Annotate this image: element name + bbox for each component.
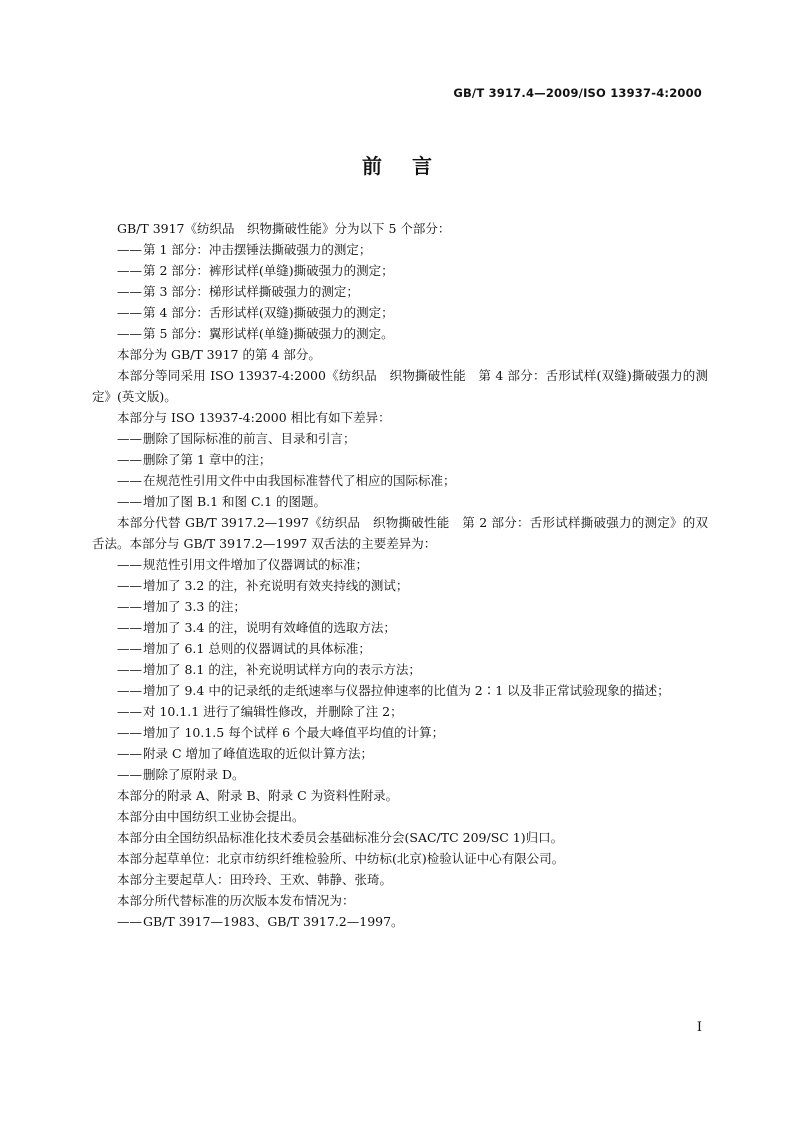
dash-item-text: 增加了 6.1 总则的仪器调试的具体标准； (143, 641, 371, 656)
dash-mark: —— (117, 305, 142, 320)
paragraph: GB/T 3917《纺织品 织物撕破性能》分为以下 5 个部分： (117, 221, 451, 236)
paragraph: 本部分由中国纺织工业协会提出。 (117, 809, 305, 824)
paragraph: 本部分的附录 A、附录 B、附录 C 为资料性附录。 (117, 788, 399, 803)
dash-item-text: 对 10.1.1 进行了编辑性修改，并删除了注 2； (143, 704, 403, 719)
dash-item-text: 第 3 部分：梯形试样撕破强力的测定； (143, 284, 359, 299)
dash-mark: —— (117, 767, 142, 782)
dash-mark: —— (117, 494, 142, 509)
paragraph: 本部分主要起草人：田玲玲、王欢、韩静、张琦。 (117, 872, 393, 887)
dash-mark: —— (117, 326, 142, 341)
dash-mark: —— (117, 620, 142, 635)
dash-item-text: 规范性引用文件增加了仪器调试的标准； (143, 557, 369, 572)
dash-mark: —— (117, 263, 142, 278)
dash-mark: —— (117, 473, 142, 488)
dash-list-item (92, 239, 708, 260)
dash-item-text: 附录 C 增加了峰值选取的近似计算方法； (143, 746, 374, 761)
dash-mark: —— (117, 662, 142, 677)
dash-item-text: 第 2 部分：裤形试样(单缝)撕破强力的测定； (143, 263, 394, 278)
dash-list-item (92, 911, 708, 932)
dash-item-text: 增加了 3.4 的注，说明有效峰值的选取方法； (143, 620, 396, 635)
dash-list-item (92, 428, 708, 449)
dash-mark: —— (117, 578, 142, 593)
dash-mark: —— (117, 557, 142, 572)
dash-list-item (92, 260, 708, 281)
dash-item-text: GB/T 3917—1983、GB/T 3917.2—1997。 (143, 914, 404, 929)
dash-mark: —— (117, 704, 142, 719)
dash-mark: —— (117, 431, 142, 446)
dash-list-item (92, 491, 708, 512)
standard-number: GB/T 3917.4—2009/ISO 13937-4:2000 (453, 86, 702, 100)
dash-mark: —— (117, 242, 142, 257)
dash-item-text: 删除了国际标准的前言、目录和引言； (143, 431, 356, 446)
dash-item-text: 增加了图 B.1 和图 C.1 的图题。 (143, 494, 327, 509)
dash-list-item (92, 638, 708, 659)
dash-list-item (92, 680, 708, 701)
dash-list-item (92, 596, 708, 617)
paragraph: 本部分所代替标准的历次版本发布情况为： (117, 893, 355, 908)
dash-list-item (92, 449, 708, 470)
paragraph: 本部分起草单位：北京市纺织纤维检验所、中纺标(北京)检验认证中心有限公司。 (117, 851, 565, 866)
page-number: I (696, 1020, 702, 1035)
dash-item-text: 增加了 3.2 的注，补充说明有效夹持线的测试； (143, 578, 409, 593)
dash-item-text: 删除了原附录 D。 (143, 767, 245, 782)
dash-list-item (92, 575, 708, 596)
paragraph: 本部分代替 GB/T 3917.2—1997《纺织品 织物撕破性能 第 2 部分：舌形试样撕破强力的测定》的双舌法。本部分与 GB/T 3917.2—1997 双舌法的主要差异为： (92, 515, 708, 551)
paragraph: 本部分与 ISO 13937-4:2000 相比有如下差异： (117, 410, 391, 425)
dash-list-item (92, 659, 708, 680)
dash-item-text: 增加了 8.1 的注，补充说明试样方向的表示方法； (143, 662, 421, 677)
dash-list-item (92, 554, 708, 575)
dash-list-item (92, 764, 708, 785)
dash-mark: —— (117, 725, 142, 740)
dash-mark: —— (117, 452, 142, 467)
paragraph: 本部分等同采用 ISO 13937-4:2000《纺织品 织物撕破性能 第 4 部分：舌形试样(双缝)撕破强力的测定》(英文版)。 (92, 368, 708, 404)
document-body (92, 218, 708, 932)
dash-list-item (92, 722, 708, 743)
dash-list-item (92, 701, 708, 722)
dash-list-item (92, 281, 708, 302)
dash-item-text: 第 5 部分：翼形试样(单缝)撕破强力的测定。 (143, 326, 394, 341)
dash-mark: —— (117, 599, 142, 614)
dash-item-text: 第 4 部分：舌形试样(双缝)撕破强力的测定； (143, 305, 394, 320)
dash-mark: —— (117, 641, 142, 656)
dash-list-item (92, 743, 708, 764)
dash-item-text: 增加了 3.3 的注； (143, 599, 246, 614)
page-title: 前言 (362, 154, 462, 178)
dash-mark: —— (117, 746, 142, 761)
dash-list-item (92, 617, 708, 638)
dash-list-item (92, 470, 708, 491)
dash-item-text: 增加了 9.4 中的记录纸的走纸速率与仪器拉伸速率的比值为 2∶1 以及非正常试验现象的描述； (143, 683, 670, 698)
dash-item-text: 第 1 部分：冲击摆锤法撕破强力的测定； (143, 242, 372, 257)
dash-mark: —— (117, 914, 142, 929)
paragraph: 本部分为 GB/T 3917 的第 4 部分。 (117, 347, 321, 362)
dash-mark: —— (117, 284, 142, 299)
dash-mark: —— (117, 683, 142, 698)
dash-list-item (92, 302, 708, 323)
dash-list-item (92, 323, 708, 344)
dash-item-text: 在规范性引用文件中由我国标准替代了相应的国际标准； (143, 473, 456, 488)
dash-item-text: 增加了 10.1.5 每个试样 6 个最大峰值平均值的计算； (143, 725, 445, 740)
dash-item-text: 删除了第 1 章中的注； (143, 452, 272, 467)
paragraph: 本部分由全国纺织品标准化技术委员会基础标准分会(SAC/TC 209/SC 1)归口。 (117, 830, 564, 845)
